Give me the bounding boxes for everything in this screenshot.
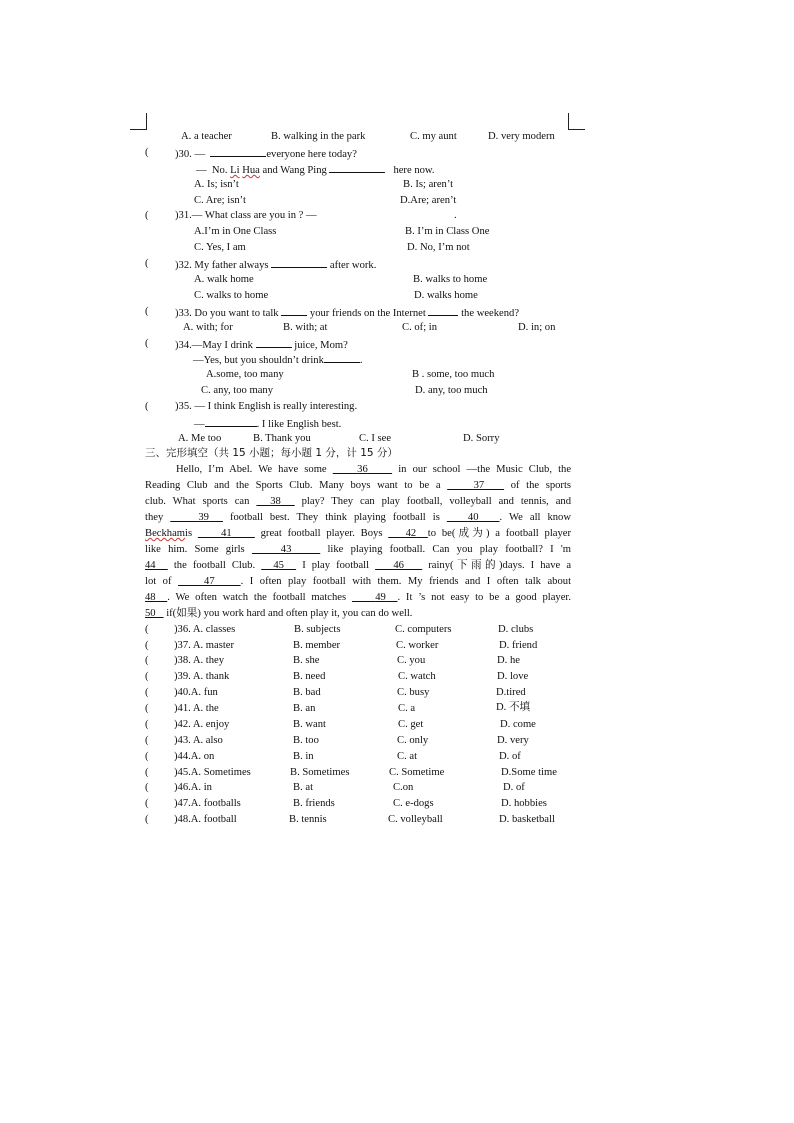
option-c: C. my aunt <box>410 131 457 142</box>
passage-line: Reading Club and the Sports Club. Many boys want to be a 37 of the sports <box>145 480 572 491</box>
option-a: A.some, too many <box>206 369 284 380</box>
answer-paren: ( <box>145 306 149 317</box>
option-d: D. in; on <box>518 322 556 333</box>
blank-37: 37 <box>473 480 485 491</box>
option-d: D. very <box>497 735 529 746</box>
option-b: B. Is; aren’t <box>403 179 454 190</box>
option-b: B. tennis <box>289 814 327 825</box>
crop-mark-top-left <box>130 113 147 130</box>
option-c: C. a <box>398 703 416 714</box>
option-b: B. Sometimes <box>290 767 350 778</box>
answer-paren: ( <box>145 338 149 349</box>
blank-38: 38 <box>270 496 281 507</box>
option-b: B. want <box>293 719 326 730</box>
option-c: C. you <box>397 655 426 666</box>
option-b: B. I’m in Class One <box>405 226 490 237</box>
option-c: C.on <box>393 782 414 793</box>
option-a: )36. A. classes <box>174 624 236 635</box>
option-c: C. I see <box>359 433 392 444</box>
option-b: B. an <box>293 703 316 714</box>
option-c: C. at <box>397 751 418 762</box>
answer-paren: ( <box>145 210 149 221</box>
option-b: B. in <box>293 751 314 762</box>
blank-41: 41 <box>221 528 232 539</box>
option-d: D. Sorry <box>463 433 500 444</box>
blank-50: 50 <box>145 608 156 619</box>
question-stem: )30. — everyone here today? <box>175 146 357 161</box>
option-d: D. come <box>500 719 536 730</box>
option-c: C. volleyball <box>388 814 443 825</box>
option-d: D. of <box>503 782 525 793</box>
answer-paren: ( <box>145 814 149 825</box>
option-d: D.tired <box>496 687 526 698</box>
option-c: C. e-dogs <box>393 798 434 809</box>
question-stem: )31.— What class are you in ? — <box>175 210 317 221</box>
option-a: )46.A. in <box>174 782 212 793</box>
answer-blank <box>271 257 327 268</box>
spellcheck-word: Li <box>230 165 240 176</box>
answer-blank <box>256 337 292 348</box>
passage-line: they 39 football best. They think playing football is 40 . We all know <box>145 512 572 523</box>
option-a: )44.A. on <box>174 751 215 762</box>
question-reply: — . I like English best. <box>194 416 341 431</box>
option-b: B. walking in the park <box>271 131 366 142</box>
option-b: B. friends <box>293 798 335 809</box>
question-reply: — No. Li Hua and Wang Ping here now. <box>196 162 435 177</box>
option-d: D.Are; aren’t <box>400 195 457 206</box>
answer-paren: ( <box>145 687 149 698</box>
answer-paren: ( <box>145 401 149 412</box>
option-a: A. Me too <box>178 433 222 444</box>
option-c: C. walks to home <box>194 290 269 301</box>
option-d: D. very modern <box>488 131 555 142</box>
answer-blank <box>329 162 385 173</box>
section-3-title: 三、完形填空（共 15 小题；每小题 1 分，计 15 分） <box>145 447 398 459</box>
answer-blank <box>205 416 257 427</box>
option-c: C. worker <box>396 640 439 651</box>
option-d: D. love <box>497 671 529 682</box>
passage-line: Beckhamis 41 great football player. Boys 42 to be(成为) a football player <box>145 528 571 539</box>
answer-paren: ( <box>145 655 149 666</box>
blank-39: 39 <box>198 512 209 523</box>
option-d: D. basketball <box>499 814 555 825</box>
option-a: )42. A. enjoy <box>174 719 230 730</box>
option-c: C. Sometime <box>389 767 445 778</box>
option-a: A. walk home <box>194 274 254 285</box>
option-c: C. get <box>398 719 424 730</box>
passage-line: 44 the football Club. 45 I play football 46 rainy(下雨的)days. I have a <box>145 560 572 571</box>
option-b: B. at <box>293 782 314 793</box>
option-b: B. need <box>293 671 326 682</box>
option-a: )38. A. they <box>174 655 225 666</box>
option-a: )37. A. master <box>174 640 235 651</box>
option-b: B. Thank you <box>253 433 311 444</box>
question-stem: )32. My father always after work. <box>175 257 376 272</box>
answer-paren: ( <box>145 719 149 730</box>
option-a: )43. A. also <box>174 735 223 746</box>
option-c: C. any, too many <box>201 385 273 396</box>
option-c: C. only <box>397 735 429 746</box>
question-dot: . <box>454 210 457 221</box>
blank-42: 42 <box>405 528 417 539</box>
option-d: D. 不填 <box>496 702 531 713</box>
option-a: A. Is; isn’t <box>194 179 239 190</box>
option-d: D.Some time <box>501 767 557 778</box>
spellcheck-word: Beckham <box>145 528 186 539</box>
blank-49: 49 <box>375 592 386 603</box>
option-d: D. No, I’m not <box>407 242 470 253</box>
option-a: )45.A. Sometimes <box>174 767 251 778</box>
option-d: D. friend <box>499 640 538 651</box>
option-b: B. with; at <box>283 322 328 333</box>
answer-paren: ( <box>145 735 149 746</box>
option-a: )47.A. footballs <box>174 798 241 809</box>
question-reply: —Yes, but you shouldn’t drink . <box>193 352 363 367</box>
option-a: )41. A. the <box>174 703 219 714</box>
option-c: C. Are; isn’t <box>194 195 246 206</box>
option-b: B . some, too much <box>412 369 495 380</box>
passage-line: Hello, I’m Abel. We have some 36 in our school —the Music Club, the <box>176 464 572 475</box>
option-a: A. a teacher <box>181 131 232 142</box>
blank-36: 36 <box>357 464 368 475</box>
answer-paren: ( <box>145 751 149 762</box>
option-b: B. she <box>293 655 320 666</box>
option-b: B. member <box>293 640 341 651</box>
option-d: D. hobbies <box>501 798 547 809</box>
blank-46: 46 <box>393 560 404 571</box>
option-b: B. subjects <box>294 624 341 635</box>
option-a: A.I’m in One Class <box>194 226 277 237</box>
option-a: )48.A. football <box>174 814 237 825</box>
option-c: C. of; in <box>402 322 438 333</box>
blank-40: 40 <box>467 512 479 523</box>
blank-43: 43 <box>280 544 292 555</box>
option-a: )40.A. fun <box>174 687 218 698</box>
answer-paren: ( <box>145 624 149 635</box>
option-d: D. any, too much <box>415 385 488 396</box>
passage-line: lot of 47 . I often play football with them. My friends and I often talk about <box>145 576 572 587</box>
question-stem: )33. Do you want to talk your friends on the Internet the weekend? <box>175 305 519 320</box>
blank-45: 45 <box>273 560 284 571</box>
option-a: )39. A. thank <box>174 671 230 682</box>
answer-blank <box>281 305 307 316</box>
option-d: D. clubs <box>498 624 534 635</box>
option-b: B. walks to home <box>413 274 488 285</box>
option-d: D. of <box>499 751 521 762</box>
option-c: C. busy <box>397 687 430 698</box>
passage-line: 48 . We often watch the football matches 49 . It ’s not easy to be a good player. <box>145 592 572 603</box>
option-d: D. he <box>497 655 520 666</box>
option-b: B. bad <box>293 687 321 698</box>
answer-paren: ( <box>145 703 149 714</box>
question-stem: )35. — I think English is really interesting. <box>175 401 358 412</box>
passage-line: club. What sports can 38 play? They can play football, volleyball and tennis, and <box>145 496 572 507</box>
answer-blank <box>210 146 266 157</box>
blank-47: 47 <box>204 576 215 587</box>
option-d: D. walks home <box>414 290 478 301</box>
passage-line: like him. Some girls 43 like playing football. Can you play football? I 'm <box>145 544 572 555</box>
passage-line: 50 if(如果) you work hard and often play it, you can do well. <box>145 608 413 619</box>
option-b: B. too <box>293 735 319 746</box>
spellcheck-word: Hua <box>242 165 260 176</box>
answer-paren: ( <box>145 767 149 778</box>
answer-paren: ( <box>145 671 149 682</box>
answer-paren: ( <box>145 640 149 651</box>
option-c: C. computers <box>395 624 452 635</box>
blank-44: 44 <box>145 560 156 571</box>
answer-paren: ( <box>145 258 149 269</box>
crop-mark-top-right <box>568 113 585 130</box>
option-c: C. Yes, I am <box>194 242 246 253</box>
answer-paren: ( <box>145 147 149 158</box>
answer-paren: ( <box>145 798 149 809</box>
option-a: A. with; for <box>183 322 233 333</box>
question-stem: )34.—May I drink juice, Mom? <box>175 337 348 352</box>
answer-blank <box>324 352 360 363</box>
answer-paren: ( <box>145 782 149 793</box>
blank-48: 48 <box>145 592 156 603</box>
option-c: C. watch <box>398 671 436 682</box>
answer-blank <box>428 305 458 316</box>
